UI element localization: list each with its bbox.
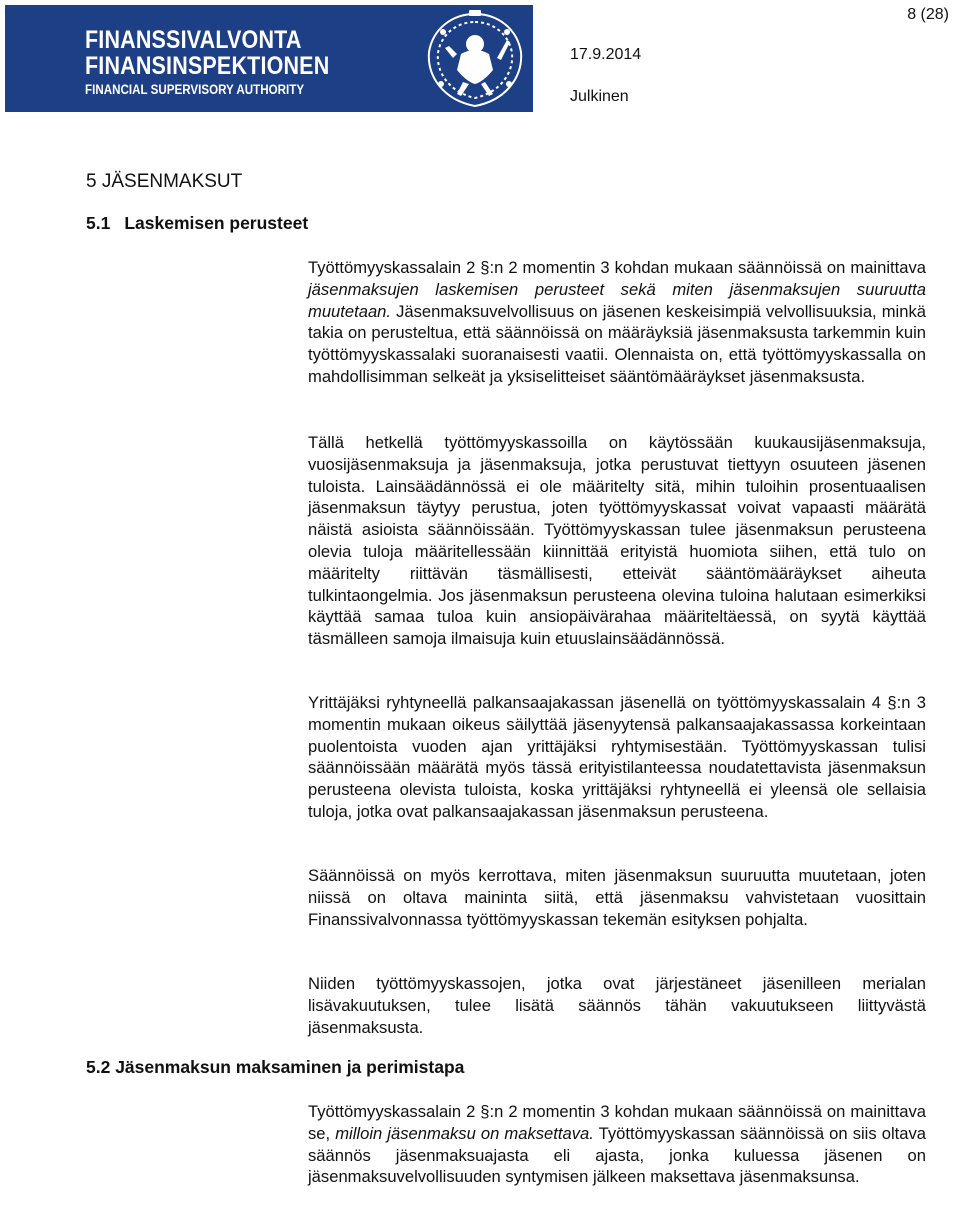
paragraph-text: Työttömyyskassalain 2 §:n 2 momentin 3 kohdan mukaan säännöissä on mainittava bbox=[308, 258, 926, 277]
logo-text bbox=[85, 27, 369, 99]
chapter-heading: 5 JÄSENMAKSUT bbox=[86, 171, 243, 192]
paragraph: Tällä hetkellä työttömyyskassoilla on käytössään kuukausijäsenmaksuja, vuosijäsenmaksuja ja jäsenmaksuja, jotka perustuvat tiettyyn osuuteen jäsenen tuloista. Lainsäädännössä ei ole määritelty sitä, mihin tuloihin prosentuaalisen jäsenmaksun täytyy perustua, joten työttömyyskassat voivat vapaasti määrätä näistä asioista säännöissään. Työttömyyskassan tulee jäsenmaksun perusteena olevia tuloja määritellessään kiinnittää erityistä huomiota siihen, että tulo on määritelty riittävän täsmällisesti, etteivät sääntömääräykset aiheuta tulkintaongelmia. Jos jäsenmaksun perusteena olevina tuloina halutaan esimerkiksi käyttää samaa tuloa kuin ansiopäivärahaa määriteltäessä, on syytä käyttää täsmälleen samoja ilmaisuja kuin etuuslainsäädännössä. bbox=[308, 433, 926, 649]
page-number: 8 (28) bbox=[907, 6, 949, 23]
logo-line-en: FINANCIAL SUPERVISORY AUTHORITY bbox=[85, 82, 305, 97]
paragraph: Säännöissä on myös kerrottava, miten jäsenmaksun suuruutta muutetaan, joten niissä on oltava maininta siitä, että jäsenmaksu vahvistetaan vuosittain Finanssivalvonnassa työttömyyskassan tekemän esityksen pohjalta. bbox=[308, 866, 926, 929]
paragraph-emphasis: milloin jäsenmaksu on maksettava. bbox=[335, 1123, 594, 1143]
finland-lion-crest-icon bbox=[423, 10, 527, 110]
logo-line-fi: FINANSSIVALVONTA bbox=[85, 26, 302, 54]
paragraph-text: Työttömyyskassan säännöissä on siis oltava säännös jäsenmaksuajasta eli ajasta, jonka kuluessa jäsenen on jäsenmaksuvelvollisuuden syntymisen jälkeen maksettava jäsenmaksunsa. bbox=[308, 1123, 927, 1187]
document-date: 17.9.2014 bbox=[570, 46, 642, 63]
paragraph-text: Työttömyyskassalain 2 §:n 2 momentin 3 kohdan mukaan säännöissä on mainittava se, bbox=[308, 1102, 926, 1143]
section-heading-5-1 bbox=[86, 213, 308, 234]
paragraph: Yrittäjäksi ryhtyneellä palkansaajakassan jäsenellä on työttömyyskassalain 4 §:n 3 momentin mukaan oikeus säilyttää jäsenyytensä palkansaajakassassa korkeintaan puolentoista vuoden ajan yrittäjäksi ryhtymisestään. Työttömyyskassan tulisi säännöissään määrätä myös tässä erityistilanteessa noudatettavista jäsenmaksun perusteena olevista tuloista, koska yrittäjäksi ryhtyneellä ei yleensä ole sellaisia tuloja, jotka ovat palkansaajakassan jäsenmaksun perusteena. bbox=[308, 693, 926, 821]
section-number: 5.1 bbox=[86, 213, 111, 233]
classification-label: Julkinen bbox=[570, 88, 629, 105]
section-title: Laskemisen perusteet bbox=[124, 213, 309, 233]
paragraph bbox=[308, 1101, 926, 1188]
section-heading-5-2: 5.2 Jäsenmaksun maksaminen ja perimistapa bbox=[86, 1057, 465, 1077]
paragraph bbox=[308, 257, 926, 388]
paragraph-emphasis: jäsenmaksujen laskemisen perusteet sekä miten jäsenmaksujen suuruutta muutetaan. bbox=[308, 279, 926, 321]
logo-line-sv: FINANSINSPEKTIONEN bbox=[85, 52, 330, 80]
authority-logo bbox=[5, 5, 533, 112]
paragraph-text: Jäsenmaksuvelvollisuus on jäsenen keskeisimpiä velvollisuuksia, minkä takia on perusteltua, että säännöissä on määräyksiä jäsenmaksusta tarkemmin kuin työttömyyskassalaki suoranaisesti vaatii. Olennaista on, että työttömyyskassalla on mahdollisimman selkeät ja yksiselitteiset sääntömääräykset jäsenmaksusta. bbox=[308, 301, 926, 386]
paragraph: Niiden työttömyyskassojen, jotka ovat järjestäneet jäsenilleen merialan lisävakuutuksen, tulee lisätä säännös tähän vakuutukseen liittyvästä jäsenmaksusta. bbox=[308, 974, 926, 1037]
